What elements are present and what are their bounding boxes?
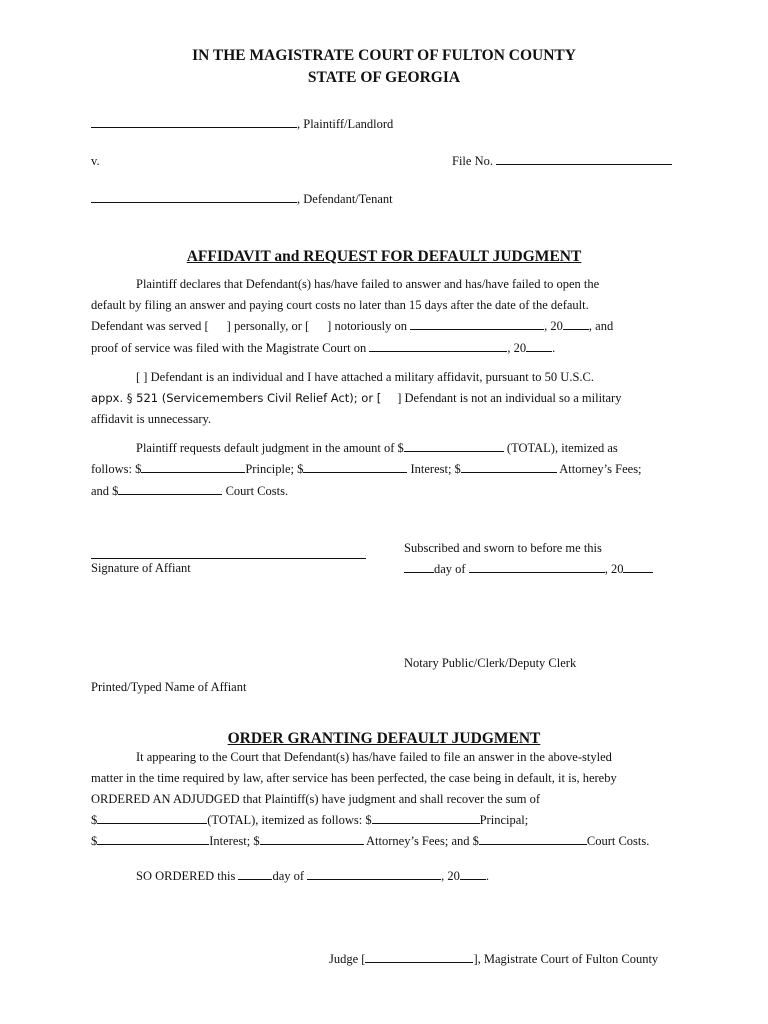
judge-line: Judge [ ], Magistrate Court of Fulton County [329, 952, 659, 966]
order-court-costs-blank[interactable] [479, 833, 587, 845]
sworn-line2: day of , 20 [404, 561, 653, 577]
order-attorney-fees-blank[interactable] [260, 833, 364, 845]
proof-date-blank[interactable] [369, 340, 507, 352]
affidavit-p3-line3: and $ Court Costs. [91, 484, 289, 498]
plaintiff-name-blank[interactable] [91, 116, 297, 128]
plaintiff-label: , Plaintiff/Landlord [297, 117, 394, 131]
sworn-month-blank[interactable] [469, 561, 605, 573]
defendant-line [91, 191, 393, 207]
affidavit-p1-line1: Plaintiff declares that Defendant(s) has/have failed to answer and has/have failed to open the [136, 277, 600, 291]
service-year-blank[interactable] [563, 318, 589, 330]
interest-amount-blank[interactable] [303, 461, 407, 473]
sworn-year-blank[interactable] [623, 561, 653, 573]
order-line2: matter in the time required by law, after service has been perfected, the case being in default, it is, hereby [91, 771, 617, 785]
order-title: ORDER GRANTING DEFAULT JUDGMENT [227, 730, 541, 747]
sworn-line1: Subscribed and sworn to before me this [404, 541, 602, 555]
total-amount-blank[interactable] [404, 440, 504, 452]
defendant-label: , Defendant/Tenant [297, 192, 393, 206]
attorney-fees-blank[interactable] [461, 461, 557, 473]
order-line4: $ (TOTAL), itemized as follows: $ Principal; [91, 813, 529, 827]
plaintiff-line [91, 116, 393, 132]
affidavit-p1-line2: default by filing an answer and paying court costs no later than 15 days after the date of the default. [91, 298, 589, 312]
order-line1: It appearing to the Court that Defendant(s) has/have failed to file an answer in the above-styled [136, 750, 612, 764]
affidavit-p3-line1: Plaintiff requests default judgment in the amount of $ (TOTAL), itemized as [136, 441, 618, 455]
principle-amount-blank[interactable] [141, 461, 245, 473]
order-month-blank[interactable] [307, 868, 441, 880]
court-costs-blank[interactable] [118, 483, 222, 495]
versus-text: v. [91, 154, 100, 168]
court-name: IN THE MAGISTRATE COURT OF FULTON COUNTY [192, 47, 576, 64]
file-no-line [452, 153, 672, 169]
proof-year-blank[interactable] [526, 340, 552, 352]
affidavit-p1-line4: proof of service was filed with the Magistrate Court on , 20 . [91, 341, 556, 355]
judge-name-blank[interactable] [365, 951, 473, 963]
affidavit-p2-line1 [91, 369, 594, 385]
affidavit-p1-line3: Defendant was served [ ] personally, or [ ] notoriously on , 20 , and [91, 319, 614, 333]
file-no-blank[interactable] [496, 153, 672, 165]
order-line5: $ Interest; $ Attorney’s Fees; and $ Court Costs. [91, 834, 650, 848]
service-date-blank[interactable] [410, 318, 544, 330]
sworn-day-blank[interactable] [404, 561, 434, 573]
signature-line[interactable] [91, 558, 366, 559]
order-day-blank[interactable] [238, 868, 272, 880]
affidavit-p3-line2: follows: $ Principle; $ Interest; $ Attorney’s Fees; [91, 462, 642, 476]
affidavit-p2-line2: appx. § 521 (Servicemembers Civil Relief Act); or [ ] Defendant is not an individual so a military [91, 391, 622, 405]
defendant-name-blank[interactable] [91, 191, 297, 203]
printed-name-label: Printed/Typed Name of Affiant [91, 680, 247, 694]
affidavit-p2-line3: affidavit is unnecessary. [91, 412, 212, 426]
so-ordered-line: SO ORDERED this day of , 20 . [136, 869, 490, 883]
order-interest-blank[interactable] [97, 833, 209, 845]
affidavit-title: AFFIDAVIT and REQUEST FOR DEFAULT JUDGMENT [186, 248, 582, 265]
court-state: STATE OF GEORGIA [307, 69, 461, 86]
order-year-blank[interactable] [460, 868, 486, 880]
file-no-label: File No. [452, 154, 493, 168]
order-principal-blank[interactable] [372, 812, 480, 824]
order-line3: ORDERED AN ADJUDGED that Plaintiff(s) have judgment and shall recover the sum of [91, 792, 540, 806]
signature-label: Signature of Affiant [91, 561, 191, 575]
order-total-blank[interactable] [97, 812, 207, 824]
military-affidavit-checkbox-text[interactable]: [ ] Defendant is an individual and I have attached a military affidavit, pursuant to 50 U.S.C. [136, 370, 594, 384]
notary-label: Notary Public/Clerk/Deputy Clerk [404, 656, 577, 670]
